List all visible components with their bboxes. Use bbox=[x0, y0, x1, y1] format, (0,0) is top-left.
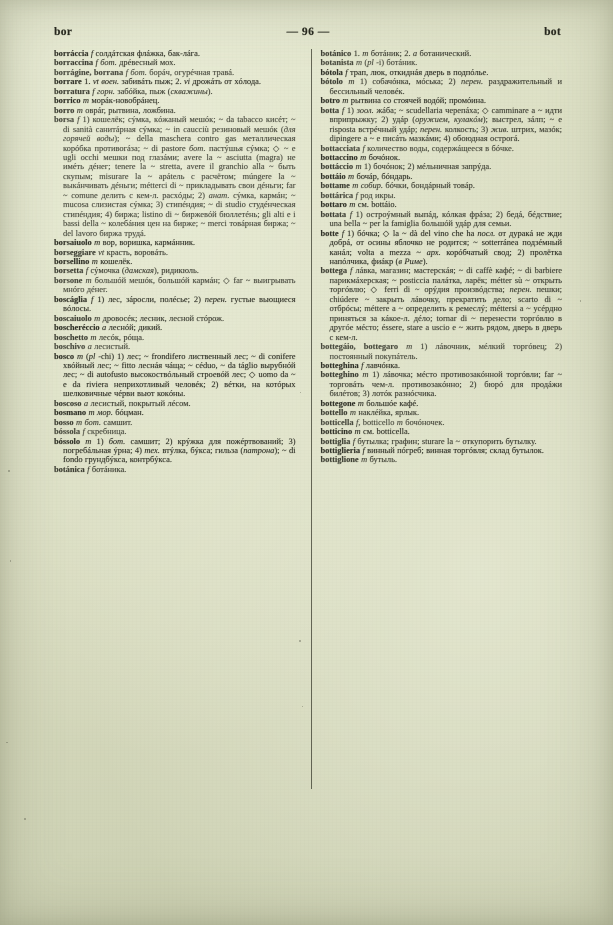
entry-headword: botánica bbox=[54, 464, 85, 474]
entry-definition: m большóй мешóк, большóй кармáн; ◇ far ~ выигрывать мнóго дéнег. bbox=[63, 275, 296, 295]
entry-headword: boscáglia bbox=[54, 294, 88, 304]
entry-headword: bottáio bbox=[320, 171, 346, 181]
entry-headword: botteghina bbox=[320, 360, 359, 370]
entry-headword: botanista bbox=[320, 58, 354, 68]
entry-headword: botte bbox=[320, 228, 339, 238]
entry-definition: m 1) лáвочка; мéсто противозакóнной торгóвли; far ~ торговáть чем-л. противозакóнно; 2) бюрó для продáжи билéтов; 3) лотóк разнóсчика. bbox=[329, 370, 562, 399]
scan-speckle bbox=[302, 706, 303, 707]
entry-definition: f бот. борáч, огурéчная травá. bbox=[125, 67, 235, 77]
entry-headword: borsaiuolo bbox=[54, 238, 92, 248]
entry-headword: boscheréccio bbox=[54, 323, 100, 333]
entry-definition: m см. bottáio. bbox=[349, 200, 397, 210]
entry-headword: bóssolo bbox=[54, 436, 81, 446]
dictionary-entry bbox=[321, 172, 563, 181]
dictionary-entry bbox=[321, 153, 563, 162]
entry-headword: bottáccio bbox=[320, 162, 354, 172]
dictionary-entry bbox=[54, 427, 296, 436]
dictionary-entry bbox=[321, 191, 563, 200]
dictionary-entry bbox=[54, 266, 296, 275]
entry-definition: m рытвина со стоячей водóй; промóина. bbox=[342, 96, 486, 106]
entry-headword: boschivo bbox=[54, 342, 86, 352]
dictionary-entry bbox=[54, 87, 296, 96]
entry-headword: bottegone bbox=[320, 398, 356, 408]
entry-headword: boscaiuolo bbox=[54, 313, 92, 323]
entry-headword: bottega bbox=[320, 266, 348, 276]
entry-headword: borro bbox=[54, 105, 75, 115]
entry-definition: m 1) лáвочник, мéлкий торгóвец; 2) постоянный покупáтель. bbox=[329, 342, 562, 361]
entry-definition: f скребница. bbox=[82, 427, 127, 437]
dictionary-entry bbox=[321, 49, 563, 58]
entry-definition: f 1) остроýмный выпáд, кóлкая фрáза; 2) бедá, бéдствие; una bella ~ per la famiglia большóй удáр для семьи. bbox=[329, 209, 562, 229]
entry-headword: borrare bbox=[54, 77, 82, 87]
entry-headword: bottame bbox=[320, 181, 350, 191]
dictionary-entry bbox=[54, 276, 296, 295]
dictionary-entry bbox=[321, 210, 563, 229]
scan-speckle bbox=[6, 742, 8, 743]
entry-headword: borrágine, borrana bbox=[54, 67, 124, 77]
entry-headword: botro bbox=[320, 96, 340, 106]
entry-definition: m бот. самшит. bbox=[75, 417, 133, 427]
entry-headword: bottaro bbox=[320, 200, 347, 210]
dictionary-entry bbox=[321, 418, 563, 427]
entry-definition: m собир. бóчки, бондáрный товáр. bbox=[352, 181, 475, 191]
dictionary-entry bbox=[54, 49, 296, 58]
entry-definition: vt красть, воровáть. bbox=[98, 247, 168, 257]
entry-headword: bottata bbox=[320, 209, 347, 219]
entry-definition: f 1) кошелёк; сýмка, кóжаный мешóк; ~ da tabacco кисéт; ~ di sanità санитáрная сýмка; ~ in caucciù резиновый мешóк (для горячей воды); ~ della maschera contro gas металлическая корóбка противогáза; ~ di pastore бот. пастýшья сýмка; ◇ ~ e ugli occhi мешки под глазáми; avere la ~ asciutta (magra) не имéть дéнег; tenere la ~ stretta, avere il granchio alla ~ быть скупым; misurare la ~ apáteль с расчётом; múngere la ~ выкáнчивать дéньги; métterci di ~ прикладывать свои дéньги; far ~ comune делить с кем-л. расхóды; 2) анат. сýмка, кармáн; ~ mucosa слизистая сýмка; 3) стипéндия; ~ di studio студéнческая стипéндия; 4) биржа; listino di ~ биржевóй бюллетéнь; gli alti e i bassi della ~ колебáния цен на бирже; ~ merci товáрная биржа; ~ del lavoro биржа трудá. bbox=[63, 115, 296, 238]
dictionary-entry bbox=[54, 333, 296, 342]
dictionary-entry bbox=[321, 181, 563, 190]
dictionary-entry bbox=[54, 418, 296, 427]
entry-headword: borsetta bbox=[54, 266, 84, 276]
dictionary-entry bbox=[321, 361, 563, 370]
left-column bbox=[54, 49, 301, 839]
dictionary-entry bbox=[54, 352, 296, 399]
entry-headword: bottiglieria bbox=[320, 446, 361, 456]
entry-headword: bosco bbox=[54, 351, 75, 361]
entry-headword: bótola bbox=[320, 67, 343, 77]
entry-headword: bottaccino bbox=[320, 152, 358, 162]
entry-headword: bóssola bbox=[54, 427, 81, 437]
entry-headword: borraccina bbox=[54, 58, 94, 68]
dictionary-entry bbox=[321, 144, 563, 153]
dictionary-entry bbox=[54, 399, 296, 408]
entry-headword: botta bbox=[320, 105, 340, 115]
entry-definition: f винный пóгреб; винная торгóвля; склад бутылок. bbox=[362, 446, 544, 456]
entry-headword: boscoso bbox=[54, 398, 82, 408]
dictionary-entry bbox=[54, 248, 296, 257]
dictionary-entry bbox=[321, 58, 563, 67]
entry-definition: m бочóнок. bbox=[360, 152, 401, 162]
entry-headword: borsa bbox=[54, 115, 75, 125]
dictionary-entry bbox=[54, 77, 296, 86]
column-divider-rule bbox=[311, 49, 312, 789]
entry-definition: f 1) зоол. жáба; ~ scudellaria черепáха; ◇ camminare a ~ идти вприпрыжку; 2) удáр (оружием, кулакóм); выстрел, зáлп; ~ e risposta встрéчный удáр; перен. колкость; 3) жив. штрих, мазóк; dipingere a ~ e писáть мазкáми; 4) обоюдная острогá. bbox=[329, 105, 562, 144]
dictionary-entry bbox=[321, 162, 563, 171]
entry-definition: m морáк-новобрáнец. bbox=[82, 96, 160, 106]
entry-headword: borrico bbox=[54, 96, 81, 106]
entry-definition: m большóе кафé. bbox=[357, 398, 419, 408]
entry-definition: f ботáника. bbox=[87, 464, 127, 474]
column-container bbox=[54, 49, 562, 839]
entry-headword: bottegáio, bottegaro bbox=[320, 342, 399, 352]
entry-definition: m 1) бочóнок; 2) мéльничная запрýда. bbox=[355, 162, 492, 172]
dictionary-entry bbox=[321, 96, 563, 105]
entry-definition: a лесистый, покрытый лéсом. bbox=[83, 398, 191, 408]
dictionary-entry bbox=[321, 446, 563, 455]
entry-definition: m 1) бот. самшит; 2) крýжка для пожéртвований; 3) погребáльная ýрна; 4) тех. втýлка, бýкса; гильза (патрона); ~ di fondo грундбýкса, контрбýкса. bbox=[63, 436, 296, 465]
dictionary-entry bbox=[54, 295, 296, 314]
entry-definition: m наклéйка, ярлык. bbox=[349, 408, 420, 418]
entry-definition: m см. botticella. bbox=[354, 427, 410, 437]
dictionary-entry bbox=[321, 77, 563, 96]
entry-definition: m бутыль. bbox=[361, 455, 398, 465]
entry-headword: botticino bbox=[320, 427, 353, 437]
dictionary-entry bbox=[54, 408, 296, 417]
dictionary-entry bbox=[321, 408, 563, 417]
entry-headword: bosmano bbox=[54, 408, 87, 418]
dictionary-entry bbox=[321, 370, 563, 398]
entry-definition: m 1) собачóнка, мóська; 2) перен. раздражительный и бессильный человéк. bbox=[329, 77, 562, 96]
entry-definition: m дровосéк; лесник, лесной стóрож. bbox=[94, 313, 225, 323]
dictionary-entry bbox=[54, 106, 296, 115]
entry-headword: borráccia bbox=[54, 49, 89, 58]
entry-headword: bosso bbox=[54, 417, 74, 427]
dictionary-entry bbox=[54, 437, 296, 465]
scan-speckle bbox=[8, 470, 10, 472]
scan-speckle bbox=[10, 560, 11, 562]
entry-headword: borsone bbox=[54, 275, 83, 285]
entry-headword: bótolo bbox=[320, 77, 343, 87]
entry-definition: f горн. забóйка, пыж (скважины). bbox=[92, 86, 213, 96]
entry-definition: f сýмочка (дамская), ридикюль. bbox=[85, 266, 199, 276]
entry-headword: bottiglione bbox=[320, 455, 359, 465]
scan-speckle bbox=[580, 300, 581, 302]
entry-definition: m (pl -chi) 1) лес; ~ frondifero лиственный лес; ~ di conifere хвóйный лес; ~ fitto леснáя чáща; ~ céduo, ~ da táglio вырубнóй лес; ~ di autofusto высокоствóльный строевóй лес; ◇ uomo da ~ e da riviera неприхотливый человéк; 2) вéтки, на котóрых шелковичные чéрви вьют кокóны. bbox=[63, 351, 296, 399]
dictionary-entry bbox=[321, 427, 563, 436]
dictionary-entry bbox=[54, 115, 296, 238]
entry-definition: f бот. дрéвесный мох. bbox=[95, 58, 176, 68]
entry-headword: botteghino bbox=[320, 370, 359, 380]
entry-definition: m оврáг, рытвина, ложбина. bbox=[76, 105, 176, 115]
entry-headword: borsellino bbox=[54, 256, 90, 266]
dictionary-entry bbox=[321, 399, 563, 408]
entry-definition: m вор, воришка, кармáнник. bbox=[94, 238, 196, 248]
dictionary-entry bbox=[54, 96, 296, 105]
running-head-left: bor bbox=[54, 26, 73, 38]
entry-definition: f количество воды, содержáщееся в бóчке. bbox=[362, 143, 514, 153]
entry-definition: a лесистый. bbox=[87, 342, 131, 352]
dictionary-entry bbox=[54, 68, 296, 77]
entry-definition: m бочáр, бóндарь. bbox=[348, 171, 413, 181]
scan-speckle bbox=[300, 392, 301, 393]
entry-headword: boschetto bbox=[54, 332, 88, 342]
entry-definition: m (pl -i) ботáник. bbox=[355, 58, 418, 68]
entry-definition: f 1) бóчка; ◇ la ~ dà del vino che ha посл. от дуракá не жди добрá, от осины яблочко не родится; ~ sotterránea подзéмный канáл; volta a mezza ~ арх. корóбчатый свод; 2) пролётка напóлчика, фиáкр (в Риме). bbox=[329, 228, 562, 266]
entry-definition: m кошелёк. bbox=[91, 256, 133, 266]
dictionary-entry bbox=[54, 465, 296, 474]
entry-definition: f солдáтская флáжка, бак-лáга. bbox=[90, 49, 200, 58]
entry-definition: f 1) лес, зáросли, полéсье; 2) перен. густые вьющиеся вóлосы. bbox=[63, 294, 296, 314]
entry-headword: borratura bbox=[54, 86, 90, 96]
entry-definition: f лавчóнка. bbox=[361, 360, 400, 370]
dictionary-entry bbox=[54, 342, 296, 351]
right-column bbox=[311, 49, 563, 839]
running-head-right: bot bbox=[544, 26, 561, 38]
entry-definition: 1. vt воен. забивáть пыж; 2. vi дрожáть от хóлода. bbox=[81, 77, 261, 87]
entry-headword: bottello bbox=[320, 408, 348, 418]
dictionary-entry bbox=[321, 200, 563, 209]
dictionary-entry bbox=[321, 229, 563, 267]
entry-headword: bottacciata bbox=[320, 143, 361, 153]
dictionary-entry bbox=[321, 437, 563, 446]
dictionary-entry bbox=[54, 238, 296, 247]
page-folio: — 96 — bbox=[286, 26, 330, 38]
entry-headword: botticella bbox=[320, 417, 354, 427]
entry-definition: f лáвка, магазин; мастерскáя; ~ di caffè кафé; ~ di barbiere парикмáхерская; ~ posticcia палáтка, ларёк; métter sù ~ открыть торгóвлю; ◇ ferri di ~ орýдия произвóдства; перен. пешки; chiúdere ~ закрыть лáвочку, прекратить дело; scarto di ~ отбрóсы; méttere a ~ определить к ремеслý; méttersi a ~ усéрдно приняться за кáкое-л. дéло; tornar di ~ перенести торгóвлю в другóе мéсто; éssere, stare a uscio e ~ жить рядом, дверь в дверь с кем-л. bbox=[329, 266, 563, 342]
dictionary-entry bbox=[321, 68, 563, 77]
entry-headword: botánico bbox=[320, 49, 352, 58]
dictionary-entry bbox=[54, 314, 296, 323]
dictionary-entry bbox=[321, 342, 563, 361]
running-head bbox=[54, 26, 561, 42]
scan-speckle bbox=[24, 818, 26, 820]
entry-headword: bottiglia bbox=[320, 436, 351, 446]
entry-headword: borseggiare bbox=[54, 247, 96, 257]
entry-definition: f бутылка; графин; sturare la ~ откупорить бутылку. bbox=[352, 436, 537, 446]
dictionary-entry bbox=[321, 106, 563, 144]
entry-definition: 1. m ботáник; 2. a ботанический. bbox=[351, 49, 472, 58]
dictionary-entry bbox=[54, 58, 296, 67]
entry-definition: a леснóй; дикий. bbox=[102, 323, 163, 333]
scan-speckle bbox=[299, 640, 301, 642]
entry-headword: bottárica bbox=[320, 190, 354, 200]
entry-definition: f род икры. bbox=[355, 190, 396, 200]
entry-definition: f трап, люк, откиднáя дверь в подпóлье. bbox=[345, 67, 489, 77]
entry-definition: f, botticello m бочóночек. bbox=[355, 417, 445, 427]
entry-definition: m мор. бóцман. bbox=[88, 408, 144, 418]
dictionary-entry bbox=[321, 455, 563, 464]
dictionary-entry bbox=[54, 323, 296, 332]
dictionary-entry bbox=[54, 257, 296, 266]
dictionary-entry bbox=[321, 266, 563, 342]
entry-definition: m лесóк, рóща. bbox=[90, 332, 145, 342]
